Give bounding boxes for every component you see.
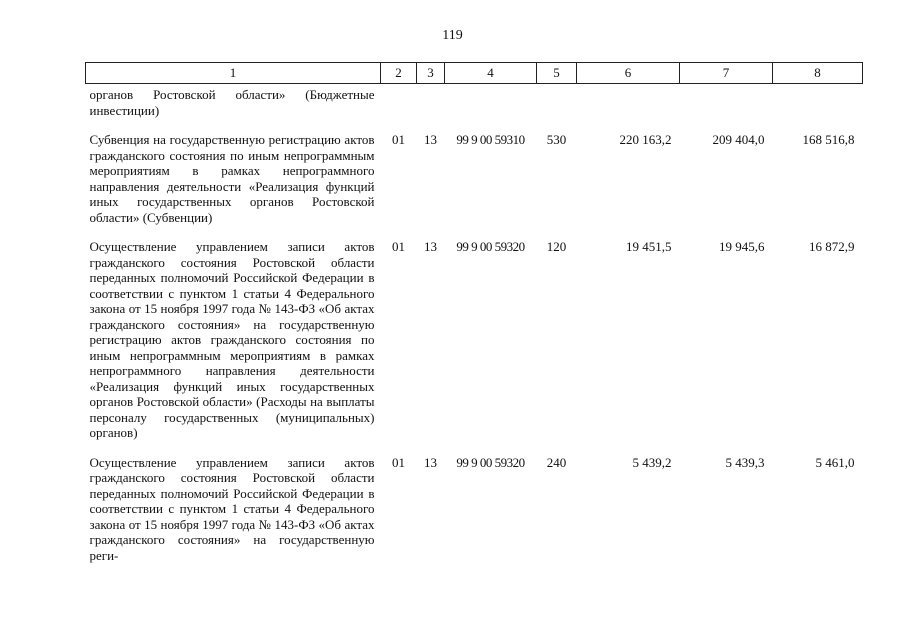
cell-subsection: 13 — [424, 132, 437, 147]
cell-expense-type: 240 — [546, 454, 567, 470]
budget-table — [85, 62, 863, 563]
cell-amount-1: 5 439,2 — [632, 454, 672, 470]
cell-amount-2: 19 945,6 — [719, 239, 765, 254]
table-row — [86, 225, 863, 441]
cell-section: 01 — [392, 132, 405, 147]
cell-subsection: 13 — [424, 239, 437, 254]
cell-expense-type — [537, 84, 577, 119]
cell-expense-type: 530 — [546, 132, 567, 147]
row-description: Осуществление управлением записи актов гражданского состояния Ростовской области переданных полномочий Российской Федерации в соответствии с пунктом 1 статьи 4 Федерального закона от 15 ноября 1997 года № 143-ФЗ «Об актах гражданского состояния» на государственную реги- — [89, 454, 375, 563]
cell-amount-2: 5 439,3 — [725, 454, 765, 470]
cell-section — [381, 84, 417, 119]
column-header: 5 — [537, 63, 577, 84]
column-header: 1 — [86, 63, 381, 84]
cell-target-code — [445, 84, 537, 119]
table-row — [86, 441, 863, 564]
table-row — [86, 118, 863, 225]
column-header: 4 — [445, 63, 537, 84]
row-description: Субвенция на государственную регистрацию актов гражданского состояния по иным непрограммным мероприятиям в рамках непрограммного направления деятельности «Реализация функций иных государственных органов Ростовской области» (Субвенции) — [89, 132, 375, 225]
cell-section: 01 — [392, 239, 405, 254]
cell-amount-3 — [773, 84, 863, 119]
cell-target-code: 99 9 00 59310 — [456, 132, 525, 147]
cell-amount-1: 220 163,2 — [619, 132, 672, 147]
cell-amount-2 — [680, 84, 773, 119]
cell-target-code: 99 9 00 59320 — [456, 239, 525, 254]
table-row — [86, 84, 863, 119]
cell-amount-3: 5 461,0 — [815, 454, 855, 470]
column-header: 2 — [381, 63, 417, 84]
cell-amount-3: 168 516,8 — [802, 132, 855, 147]
page-number: 119 — [442, 28, 463, 43]
cell-subsection: 13 — [424, 454, 437, 470]
cell-amount-1: 19 451,5 — [626, 239, 672, 254]
row-description: Осуществление управлением записи актов гражданского состояния Ростовской области переданных полномочий Российской Федерации в соответствии с пунктом 1 статьи 4 Федерального закона от 15 ноября 1997 года № 143-ФЗ «Об актах гражданского состояния» на государственную регистрацию актов гражданского состояния по иным непрограммным мероприятиям в рамках непрограммного направления деятельности «Реализация функций иных государственных органов Ростовской области» (Расходы на выплаты персоналу государственных (муниципальных) органов) — [89, 239, 375, 440]
cell-target-code: 99 9 00 59320 — [456, 454, 525, 470]
cell-amount-3: 16 872,9 — [809, 239, 855, 254]
column-header: 7 — [680, 63, 773, 84]
cell-expense-type: 120 — [546, 239, 567, 254]
column-header: 8 — [773, 63, 863, 84]
row-description: органов Ростовской области» (Бюджетные инвестиции) — [89, 87, 375, 118]
cell-amount-2: 209 404,0 — [712, 132, 765, 147]
table-header-row — [86, 63, 863, 84]
cell-subsection — [417, 84, 445, 119]
column-header: 6 — [577, 63, 680, 84]
cell-section: 01 — [392, 454, 405, 470]
column-header: 3 — [417, 63, 445, 84]
cell-amount-1 — [577, 84, 680, 119]
